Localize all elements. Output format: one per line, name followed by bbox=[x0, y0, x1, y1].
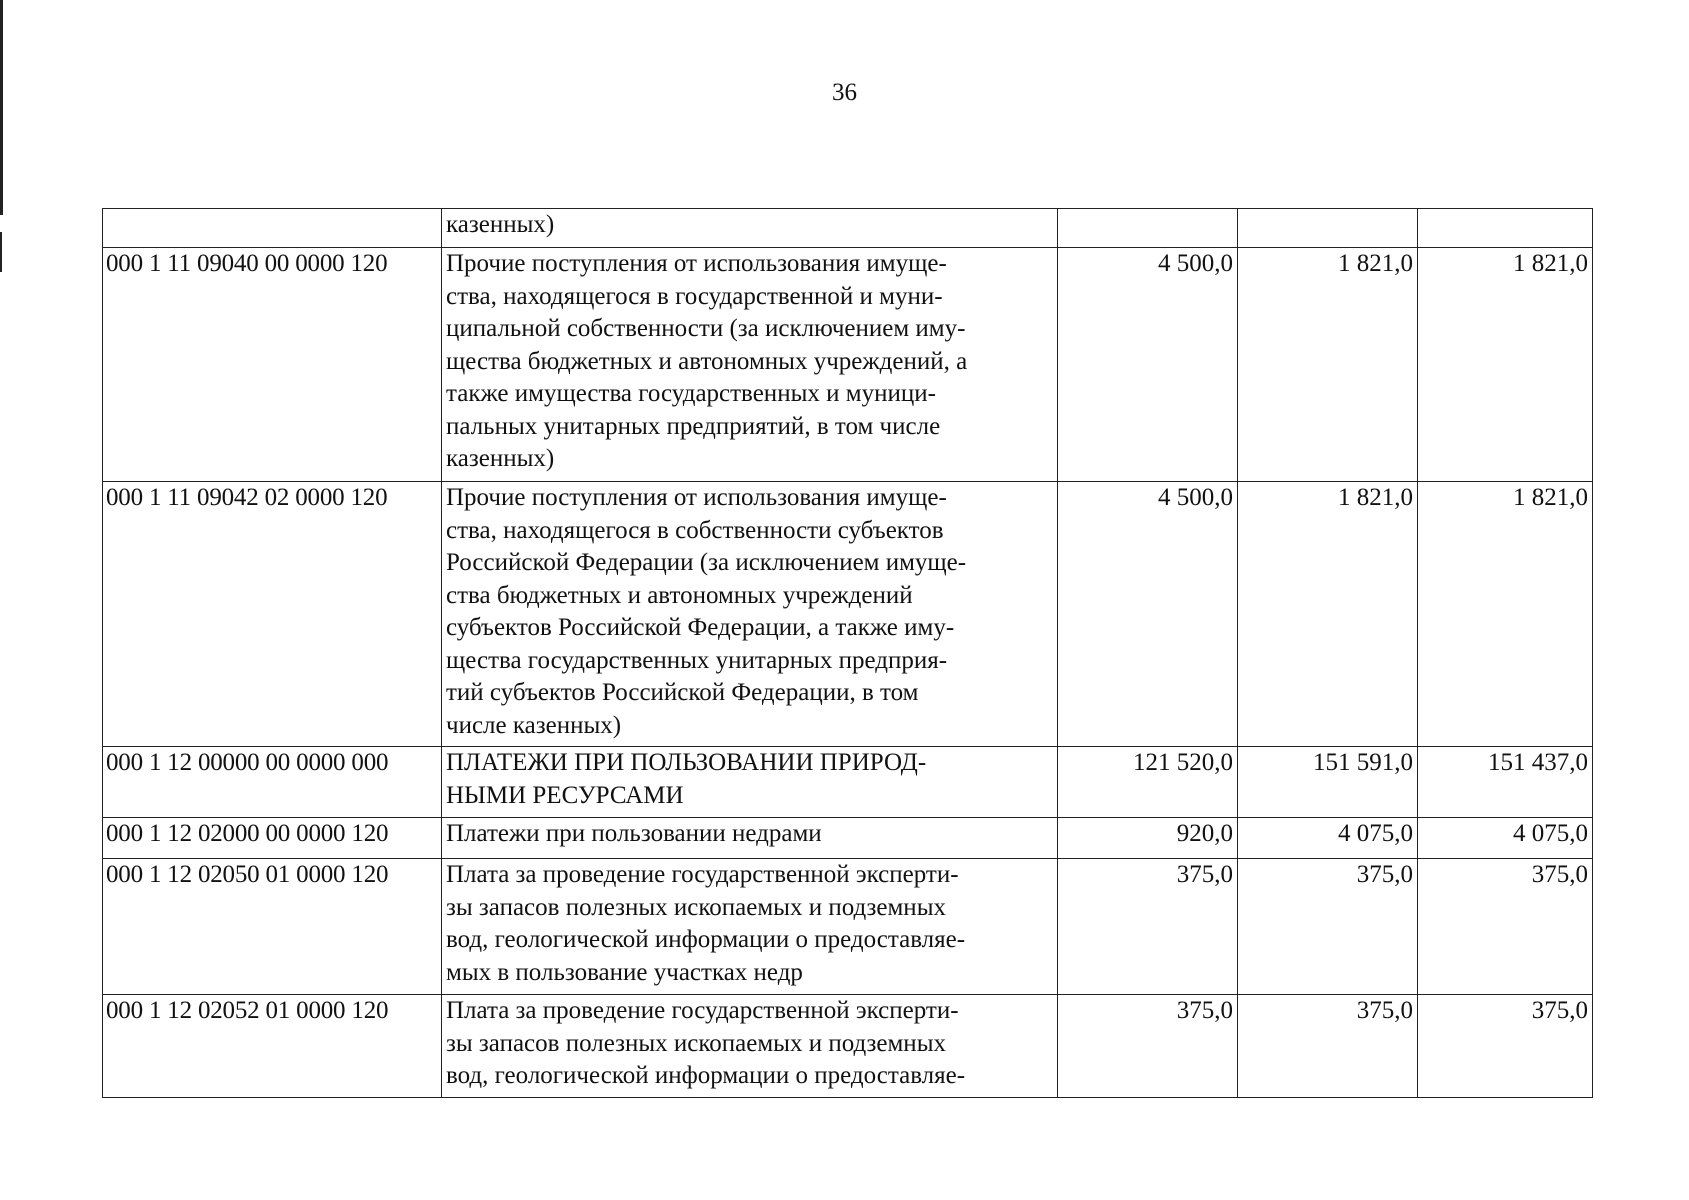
amount-cell-2: 375,0 bbox=[1238, 859, 1418, 995]
name-line: пальных унитарных предприятий, в том числе bbox=[446, 412, 941, 440]
name-line: мых в пользование участках недр bbox=[446, 958, 803, 986]
amount-cell-1: 920,0 bbox=[1058, 818, 1238, 859]
budget-code-cell: 000 1 11 09042 02 0000 120 bbox=[103, 482, 442, 747]
amount-cell-1: 375,0 bbox=[1058, 995, 1238, 1098]
revenue-name-cell bbox=[442, 209, 1058, 248]
budget-code-cell: 000 1 12 02052 01 0000 120 bbox=[103, 995, 442, 1098]
name-line: зы запасов полезных ископаемых и подземных bbox=[446, 893, 946, 921]
amount-cell-2: 151 591,0 bbox=[1238, 747, 1418, 818]
table-row bbox=[103, 818, 1593, 859]
page-number: 36 bbox=[832, 79, 857, 106]
budget-code-cell: 000 1 11 09040 00 0000 120 bbox=[103, 248, 442, 482]
amount-cell-1: 375,0 bbox=[1058, 859, 1238, 995]
name-line: Российской Федерации (за исключением имуще- bbox=[446, 549, 967, 576]
amount-cell-3: 1 821,0 bbox=[1418, 248, 1593, 482]
name-line: зы запасов полезных ископаемых и подземных bbox=[446, 1029, 946, 1057]
amount-cell-3: 375,0 bbox=[1418, 995, 1593, 1098]
amount-cell-3: 151 437,0 bbox=[1418, 747, 1593, 818]
name-line: Плата за проведение государственной эксперти- bbox=[446, 997, 959, 1024]
name-line: субъектов Российской Федерации, а также иму- bbox=[446, 614, 955, 641]
name-line: ства, находящегося в государственной и муни- bbox=[446, 282, 943, 310]
name-line: также имущества государственных и муници- bbox=[446, 380, 936, 407]
name-line: щества бюджетных и автономных учреждений, а bbox=[446, 347, 968, 375]
budget-code-cell: 000 1 12 02050 01 0000 120 bbox=[103, 859, 442, 995]
amount-cell-2: 375,0 bbox=[1238, 995, 1418, 1098]
name-line: ципальной собственности (за исключением иму- bbox=[446, 315, 966, 342]
name-line: Плата за проведение государственной эксперти- bbox=[446, 861, 959, 888]
name-line: Платежи при пользовании недрами bbox=[446, 820, 822, 847]
table-row bbox=[103, 482, 1593, 747]
revenue-name-cell bbox=[442, 818, 1058, 859]
amount-cell-2: 1 821,0 bbox=[1238, 248, 1418, 482]
name-line: Прочие поступления от использования имуще- bbox=[446, 250, 947, 277]
name-line: тий субъектов Российской Федерации, в том bbox=[446, 679, 919, 706]
name-line: вод, геологической информации о предоставляе- bbox=[446, 1062, 966, 1089]
revenue-name-cell bbox=[442, 747, 1058, 818]
amount-cell-1 bbox=[1058, 209, 1238, 248]
amount-cell-1: 121 520,0 bbox=[1058, 747, 1238, 818]
name-line: ства, находящегося в собственности субъектов bbox=[446, 516, 944, 544]
name-line: вод, геологической информации о предоставляе- bbox=[446, 926, 966, 953]
name-line: НЫМИ РЕСУРСАМИ bbox=[446, 781, 684, 809]
budget-revenue-table bbox=[102, 208, 1593, 1098]
name-line: ПЛАТЕЖИ ПРИ ПОЛЬЗОВАНИИ ПРИРОД- bbox=[446, 749, 927, 776]
table-row bbox=[103, 209, 1593, 248]
amount-cell-2 bbox=[1238, 209, 1418, 248]
amount-cell-2: 4 075,0 bbox=[1238, 818, 1418, 859]
table-row bbox=[103, 248, 1593, 482]
amount-cell-1: 4 500,0 bbox=[1058, 248, 1238, 482]
name-line: щества государственных унитарных предприя- bbox=[446, 646, 948, 674]
budget-code-cell: 000 1 12 00000 00 0000 000 bbox=[103, 747, 442, 818]
budget-code-cell bbox=[103, 209, 442, 248]
name-line: Прочие поступления от использования имуще- bbox=[446, 484, 947, 511]
name-line: ства бюджетных и автономных учреждений bbox=[446, 581, 913, 609]
revenue-name-cell bbox=[442, 248, 1058, 482]
amount-cell-1: 4 500,0 bbox=[1058, 482, 1238, 747]
amount-cell-3 bbox=[1418, 209, 1593, 248]
table-row bbox=[103, 859, 1593, 995]
name-line: казенных) bbox=[446, 211, 555, 238]
table-row bbox=[103, 995, 1593, 1098]
amount-cell-3: 4 075,0 bbox=[1418, 818, 1593, 859]
revenue-name-cell bbox=[442, 482, 1058, 747]
amount-cell-3: 375,0 bbox=[1418, 859, 1593, 995]
revenue-name-cell bbox=[442, 995, 1058, 1098]
amount-cell-3: 1 821,0 bbox=[1418, 482, 1593, 747]
name-line: числе казенных) bbox=[446, 711, 622, 739]
amount-cell-2: 1 821,0 bbox=[1238, 482, 1418, 747]
scan-edge-line-lower bbox=[0, 232, 2, 272]
budget-code-cell: 000 1 12 02000 00 0000 120 bbox=[103, 818, 442, 859]
name-line: казенных) bbox=[446, 445, 555, 472]
table-row bbox=[103, 747, 1593, 818]
revenue-name-cell bbox=[442, 859, 1058, 995]
